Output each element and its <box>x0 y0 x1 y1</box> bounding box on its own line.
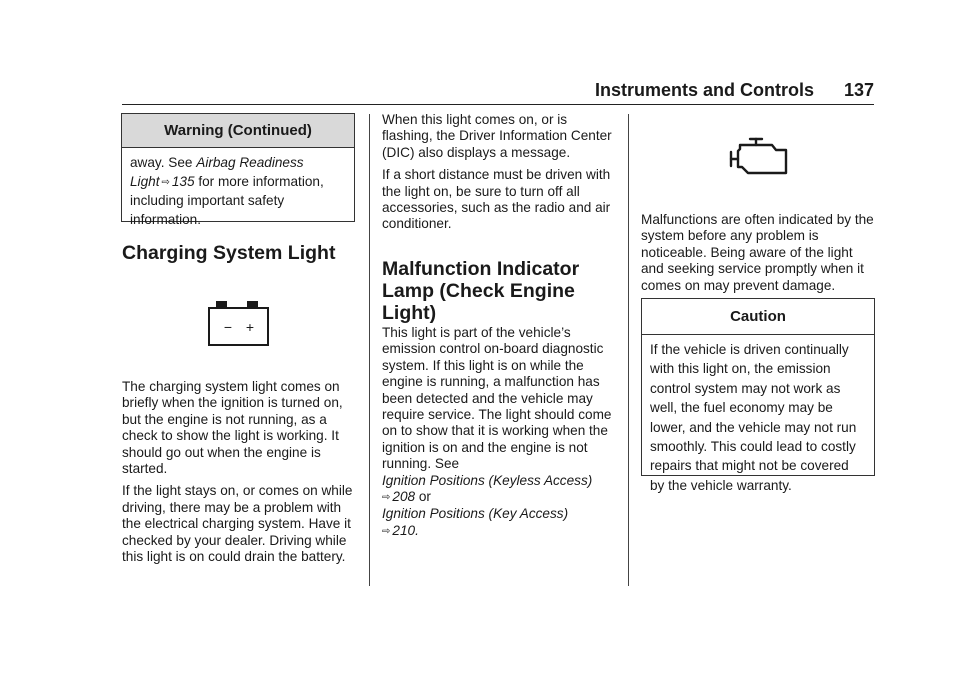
page-arrow-icon: ⇨ <box>382 492 391 504</box>
right-paragraph-1: Malfunctions are often indicated by the system before any problem is noticeable. Being aware of the light and seeking service promptly when it comes on may prevent damage. <box>641 212 874 293</box>
warning-text <box>122 148 354 229</box>
caution-text: If the vehicle is driven continually with this light on, the emission control system may not work as well, the fuel economy may be lower, and the vehicle may not run smoothly. This could lead to costly repairs that might not be covered by the vehicle warranty. <box>650 342 857 493</box>
charging-text <box>122 379 358 565</box>
section-title: Instruments and Controls <box>594 80 814 100</box>
page-number: 137 <box>843 80 874 100</box>
right-text <box>641 212 877 294</box>
ref-or: or <box>415 489 431 505</box>
ignition-keyless-page[interactable]: 208 <box>392 489 416 505</box>
caution-box <box>641 298 875 493</box>
header-rule <box>122 104 874 105</box>
warning-heading: Warning (Continued) <box>122 114 354 148</box>
middle-text-top <box>382 112 620 233</box>
airbag-page-ref[interactable]: 135 <box>171 173 195 189</box>
ignition-keyless-link[interactable]: Ignition Positions (Keyless Access) <box>382 472 593 488</box>
check-engine-icon <box>726 136 792 180</box>
middle-text-bottom <box>382 325 618 540</box>
battery-plus: + <box>245 319 255 335</box>
malfunction-heading: Malfunction Indicator Lamp (Check Engine Light) <box>382 258 580 324</box>
caution-heading: Caution <box>642 299 874 335</box>
charging-heading: Charging System Light <box>122 242 336 264</box>
charging-paragraph-2: If the light stays on, or comes on while driving, there may be a problem with the electrical charging system. Have it checked by your dealer. Driving while this light is on could drain the battery. <box>122 483 353 565</box>
middle-paragraph-3: This light is part of the vehicle’s emission control on-board diagnostic system. If this light is on while the engine is running, a malfunction has been detected and the vehicle may require service. The light should come on to show that it is working when the ignition is on and the engine is not running. See <box>382 325 612 472</box>
middle-paragraph-2: If a short distance must be driven with the light on, be sure to turn off all accessories, such as the radio and air conditioner. <box>382 167 611 232</box>
page-arrow-icon: ⇨ <box>382 525 391 537</box>
warning-text-lead: away. See <box>130 155 197 170</box>
ignition-refs <box>382 473 618 541</box>
ignition-key-page[interactable]: 210 <box>392 522 416 538</box>
battery-icon <box>206 297 272 349</box>
middle-paragraph-1: When this light comes on, or is flashing, the Driver Information Center (DIC) also displays a message. <box>382 112 612 160</box>
column-divider-2 <box>628 114 629 586</box>
warning-text-tail: for more information, including important safety information. <box>130 173 324 227</box>
ref-end: . <box>415 522 419 538</box>
charging-paragraph-1: The charging system light comes on briefly when the ignition is turned on, but the engine is not running, as a check to show the light is working. It should go out when the engine is started. <box>122 379 343 477</box>
warning-box <box>121 113 355 227</box>
battery-minus: − <box>223 319 233 335</box>
ignition-key-link[interactable]: Ignition Positions (Key Access) <box>382 506 569 522</box>
airbag-readiness-link[interactable]: Airbag Readiness Light <box>130 155 304 189</box>
page-arrow-icon: ⇨ <box>161 176 170 188</box>
column-divider-1 <box>369 114 370 586</box>
